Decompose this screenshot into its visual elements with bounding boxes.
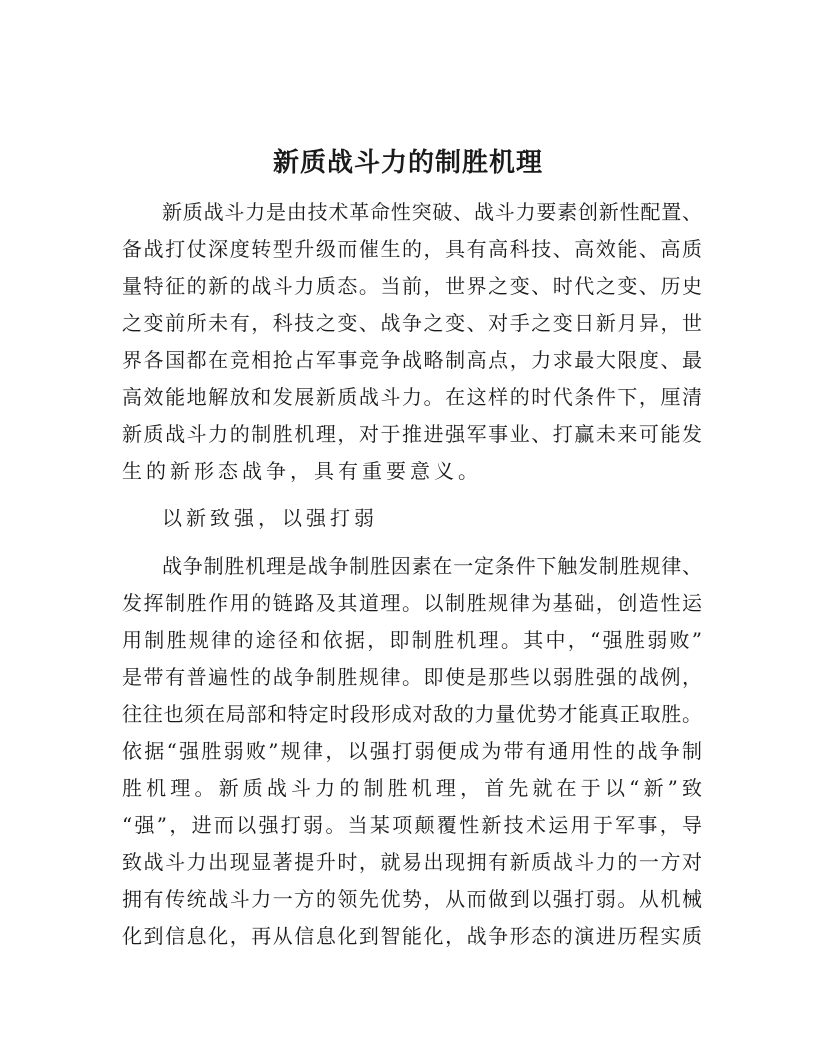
text-line: 新质战斗力的制胜机理，对于推进强军事业、打赢未来可能发 bbox=[122, 422, 702, 446]
text-line: 致战斗力出现显著提升时，就易出现拥有新质战斗力的一方对 bbox=[122, 850, 702, 874]
text-line: 之变前所未有，科技之变、战争之变、对手之变日新月异，世 bbox=[122, 311, 702, 335]
text-line: 往往也须在局部和特定时段形成对敌的力量优势才能真正取胜。 bbox=[122, 702, 702, 726]
text-line: 高效能地解放和发展新质战斗力。在这样的时代条件下，厘清 bbox=[122, 385, 702, 409]
text-line: 化到信息化，再从信息化到智能化，战争形态的演进历程实质 bbox=[122, 924, 702, 948]
text-line: 用制胜规律的途径和依据，即制胜机理。其中，“强胜弱败” bbox=[122, 628, 702, 652]
document-title: 新质战斗力的制胜机理 bbox=[272, 148, 543, 178]
text-line: 依据“强胜弱败”规律，以强打弱便成为带有通用性的战争制 bbox=[122, 739, 702, 763]
text-line: 是带有普遍性的战争制胜规律。即使是那些以弱胜强的战例， bbox=[122, 665, 702, 689]
text-line: 胜机理。新质战斗力的制胜机理，首先就在于以“新”致 bbox=[122, 776, 702, 800]
text-line: 拥有传统战斗力一方的领先优势，从而做到以强打弱。从机械 bbox=[122, 887, 702, 911]
text-line: “强”，进而以强打弱。当某项颠覆性新技术运用于军事，导 bbox=[122, 813, 702, 837]
text-line: 生的新形态战争，具有重要意义。 bbox=[122, 459, 482, 483]
text-line: 界各国都在竞相抢占军事竞争战略制高点，力求最大限度、最 bbox=[122, 348, 702, 372]
text-line: 战争制胜机理是战争制胜因素在一定条件下触发制胜规律、 bbox=[162, 554, 702, 578]
text-line: 备战打仗深度转型升级而催生的，具有高科技、高效能、高质 bbox=[122, 237, 702, 261]
section-heading: 以新致强，以强打弱 bbox=[162, 506, 378, 530]
text-line: 量特征的新的战斗力质态。当前，世界之变、时代之变、历史 bbox=[122, 274, 702, 298]
text-line: 发挥制胜作用的链路及其道理。以制胜规律为基础，创造性运 bbox=[122, 591, 702, 615]
text-line: 新质战斗力是由技术革命性突破、战斗力要素创新性配置、 bbox=[162, 200, 702, 224]
